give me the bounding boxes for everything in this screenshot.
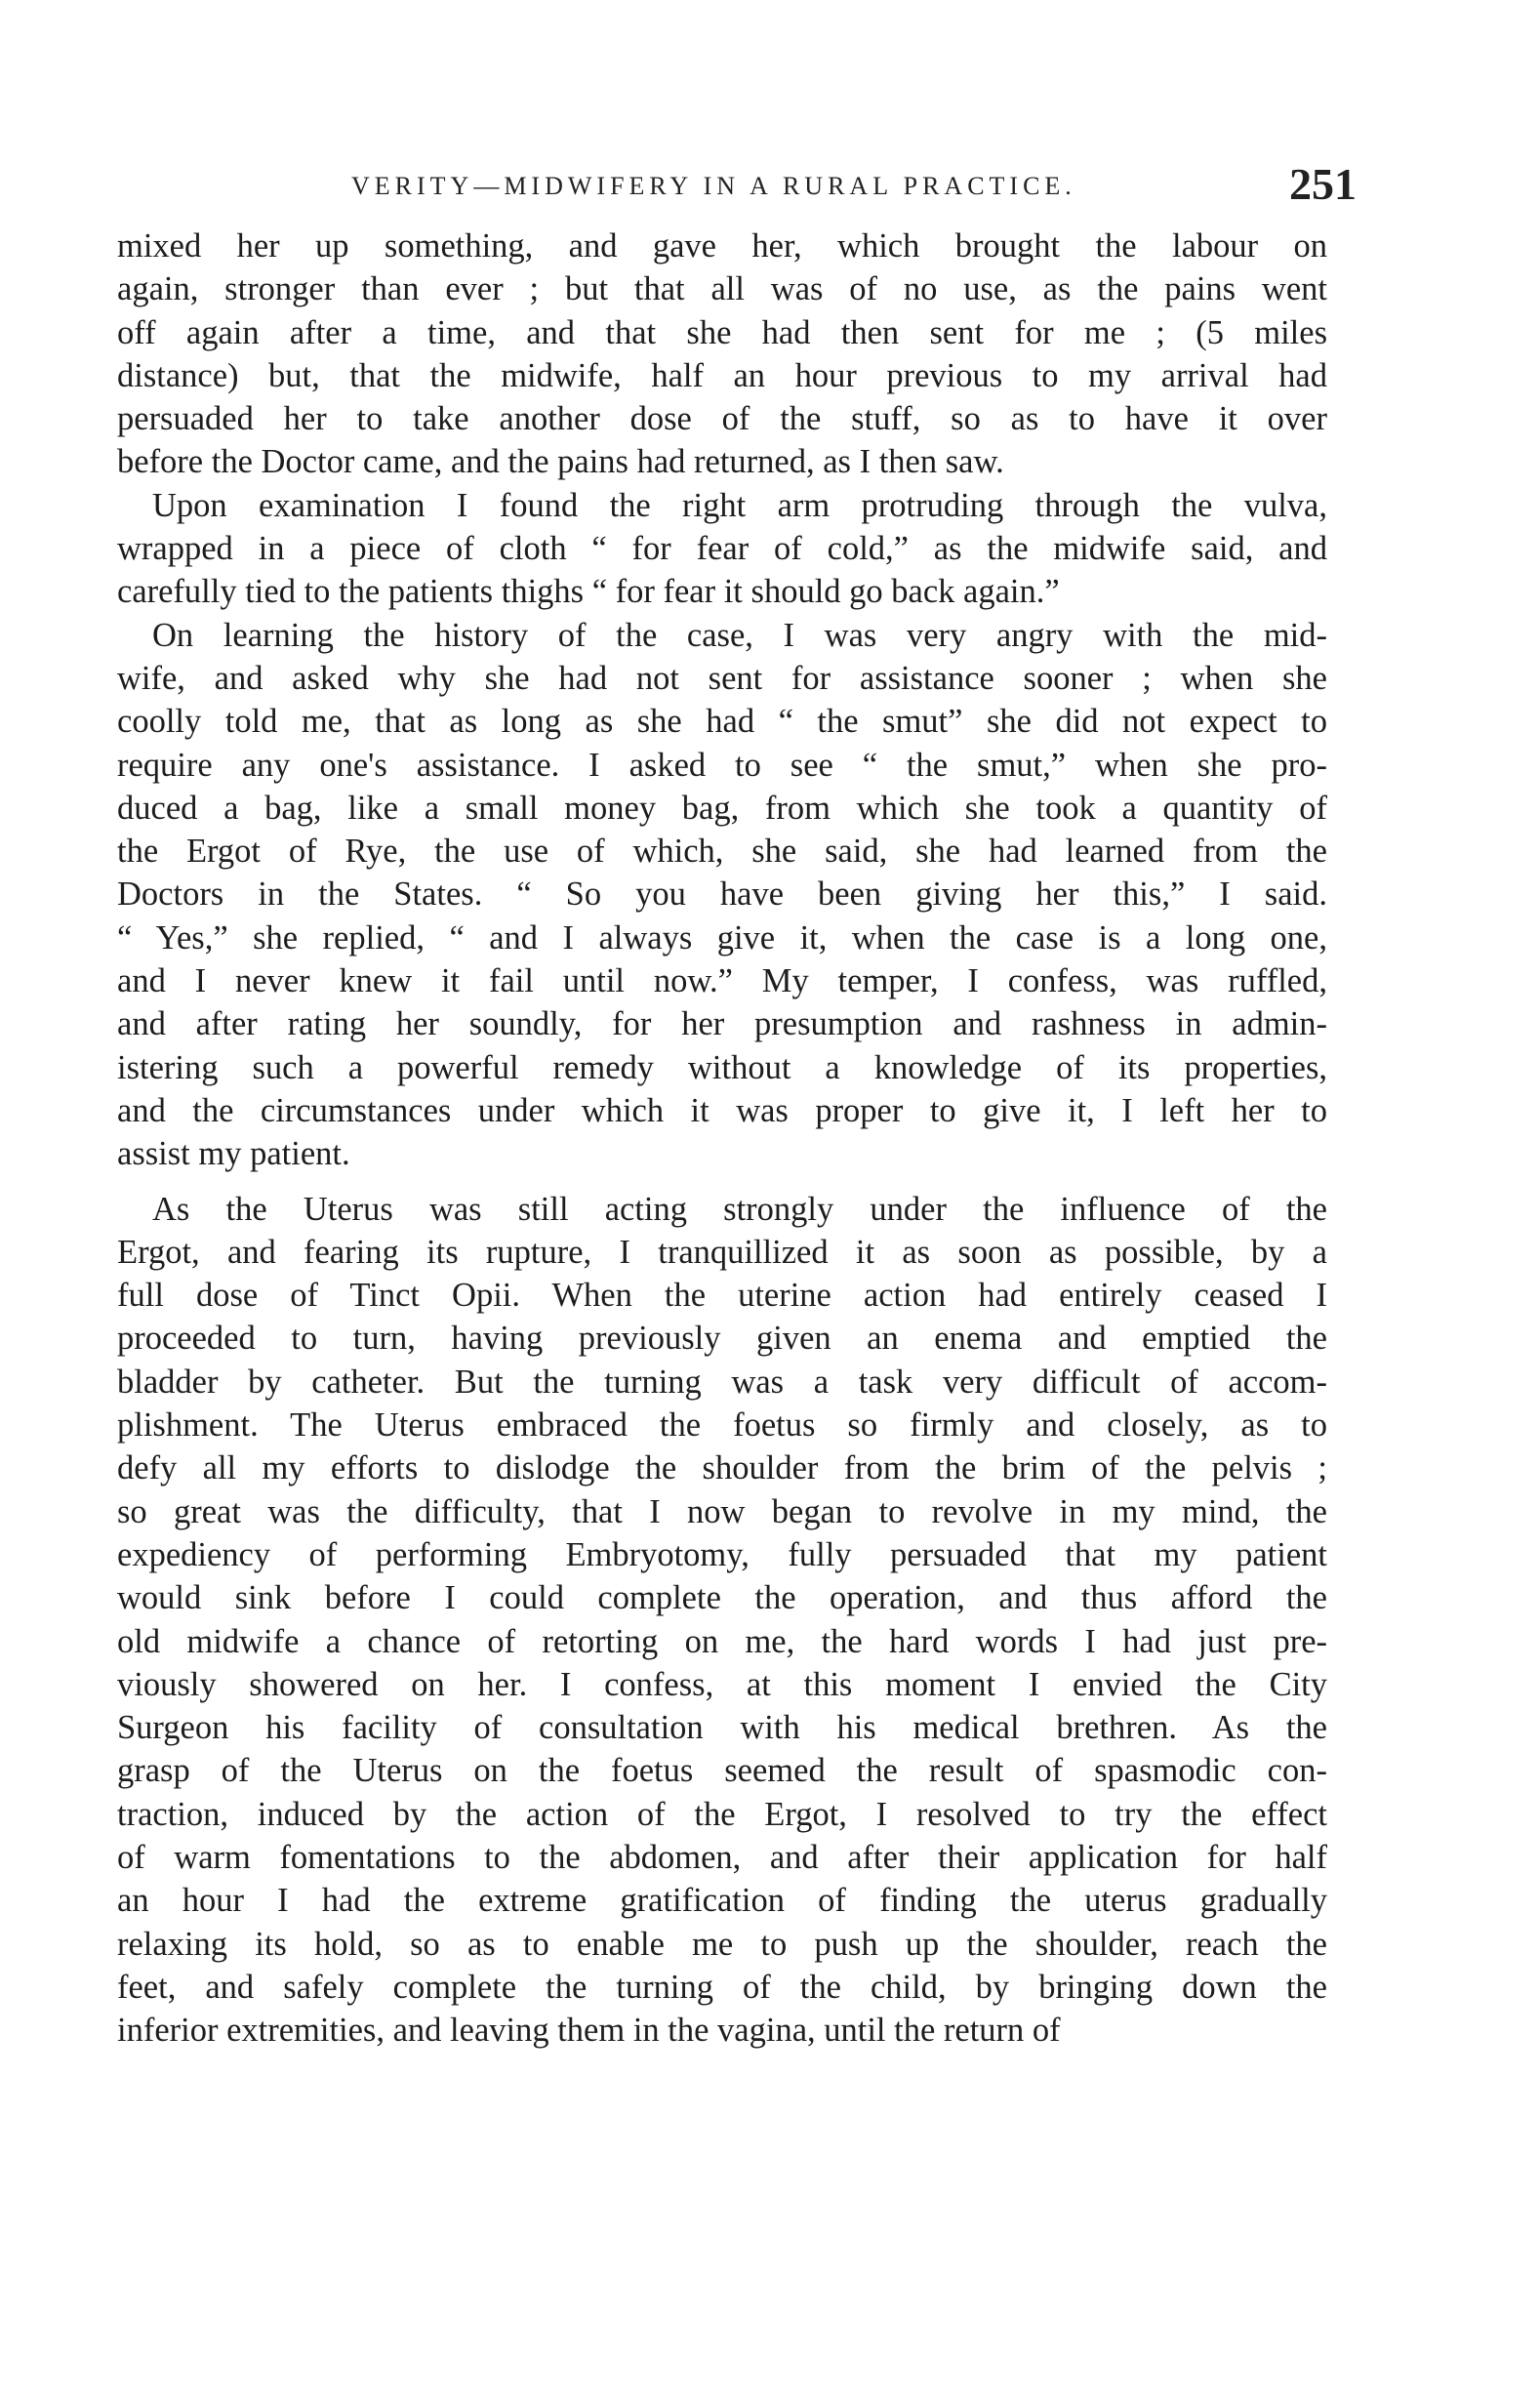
text-line: “ Yes,” she replied, “ and I always give it, when the case is a long one, <box>117 918 1327 957</box>
text-line: As the Uterus was still acting strongly under the influence of the <box>152 1190 1327 1228</box>
text-line: viously showered on her. I confess, at this moment I envied the City <box>117 1665 1327 1703</box>
text-line: of warm fomentations to the abdomen, and after their application for half <box>117 1838 1327 1876</box>
text-line: an hour I had the extreme gratification of finding the uterus gradually <box>117 1882 1327 1920</box>
text-line: istering such a powerful remedy without a knowledge of its properties, <box>117 1048 1327 1086</box>
text-line: plishment. The Uterus embraced the foetus so firmly and closely, as to <box>117 1406 1327 1445</box>
text-line: Ergot, and fearing its rupture, I tranquillized it as soon as possible, by a <box>117 1233 1327 1271</box>
text-line: bladder by catheter. But the turning was a task very difficult of accom- <box>117 1363 1327 1401</box>
text-line: wrapped in a piece of cloth “ for fear of cold,” as the midwife said, and <box>117 530 1327 568</box>
body-text <box>117 224 1327 2052</box>
text-line: traction, induced by the action of the Ergot, I resolved to try the effect <box>117 1795 1327 1833</box>
text-line: mixed her up something, and gave her, which brought the labour on <box>117 227 1327 265</box>
text-line: Doctors in the States. “ So you have been giving her this,” I said. <box>117 875 1327 914</box>
text-line: defy all my efforts to dislodge the shoulder from the brim of the pelvis ; <box>117 1449 1327 1487</box>
text-line: Upon examination I found the right arm protruding through the vulva, <box>152 486 1327 524</box>
page-number: 251 <box>1289 159 1357 209</box>
text-line: require any one's assistance. I asked to see “ the smut,” when she pro- <box>117 746 1327 784</box>
text-line: feet, and safely complete the turning of the child, by bringing down the <box>117 1968 1327 2006</box>
paragraph <box>117 484 1327 614</box>
text-line: grasp of the Uterus on the foetus seemed the result of spasmodic con- <box>117 1752 1327 1790</box>
paragraph <box>117 1188 1327 2053</box>
text-line: so great was the difficulty, that I now began to revolve in my mind, the <box>117 1492 1327 1530</box>
running-title: VERITY—MIDWIFERY IN A RURAL PRACTICE. <box>351 172 1076 200</box>
text-line: On learning the history of the case, I was very angry with the mid- <box>152 616 1327 654</box>
paragraph <box>117 224 1327 484</box>
paragraph <box>117 614 1327 1176</box>
running-head <box>117 159 1357 223</box>
text-line: Surgeon his facility of consultation with his medical brethren. As the <box>117 1709 1327 1747</box>
text-line: inferior extremities, and leaving them in the vagina, until the return of <box>117 2012 1061 2050</box>
text-line: relaxing its hold, so as to enable me to push up the shoulder, reach the <box>117 1925 1327 1963</box>
text-line: coolly told me, that as long as she had “ the smut” she did not expect to <box>117 703 1327 741</box>
text-line: assist my patient. <box>117 1135 350 1173</box>
text-line: expediency of performing Embryotomy, fully persuaded that my patient <box>117 1535 1327 1573</box>
text-line: distance) but, that the midwife, half an hour previous to my arrival had <box>117 356 1327 394</box>
text-line: full dose of Tinct Opii. When the uterine action had entirely ceased I <box>117 1277 1327 1315</box>
text-line: the Ergot of Rye, the use of which, she said, she had learned from the <box>117 833 1327 871</box>
text-line: persuaded her to take another dose of the stuff, so as to have it over <box>117 400 1327 438</box>
text-line: would sink before I could complete the operation, and thus afford the <box>117 1579 1327 1617</box>
text-line: again, stronger than ever ; but that all was of no use, as the pains went <box>117 270 1327 308</box>
text-line: and I never knew it fail until now.” My temper, I confess, was ruffled, <box>117 962 1327 1000</box>
text-line: and after rating her soundly, for her presumption and rashness in admin- <box>117 1005 1327 1043</box>
text-line: proceeded to turn, having previously given an enema and emptied the <box>117 1320 1327 1358</box>
text-line: off again after a time, and that she had then sent for me ; (5 miles <box>117 313 1327 351</box>
text-line: duced a bag, like a small money bag, from which she took a quantity of <box>117 789 1327 827</box>
text-line: before the Doctor came, and the pains had returned, as I then saw. <box>117 443 1004 481</box>
text-line: wife, and asked why she had not sent for assistance sooner ; when she <box>117 659 1327 697</box>
text-line: old midwife a chance of retorting on me, the hard words I had just pre- <box>117 1622 1327 1660</box>
text-line: carefully tied to the patients thighs “ for fear it should go back again.” <box>117 573 1060 611</box>
text-line: and the circumstances under which it was proper to give it, I left her to <box>117 1091 1327 1129</box>
